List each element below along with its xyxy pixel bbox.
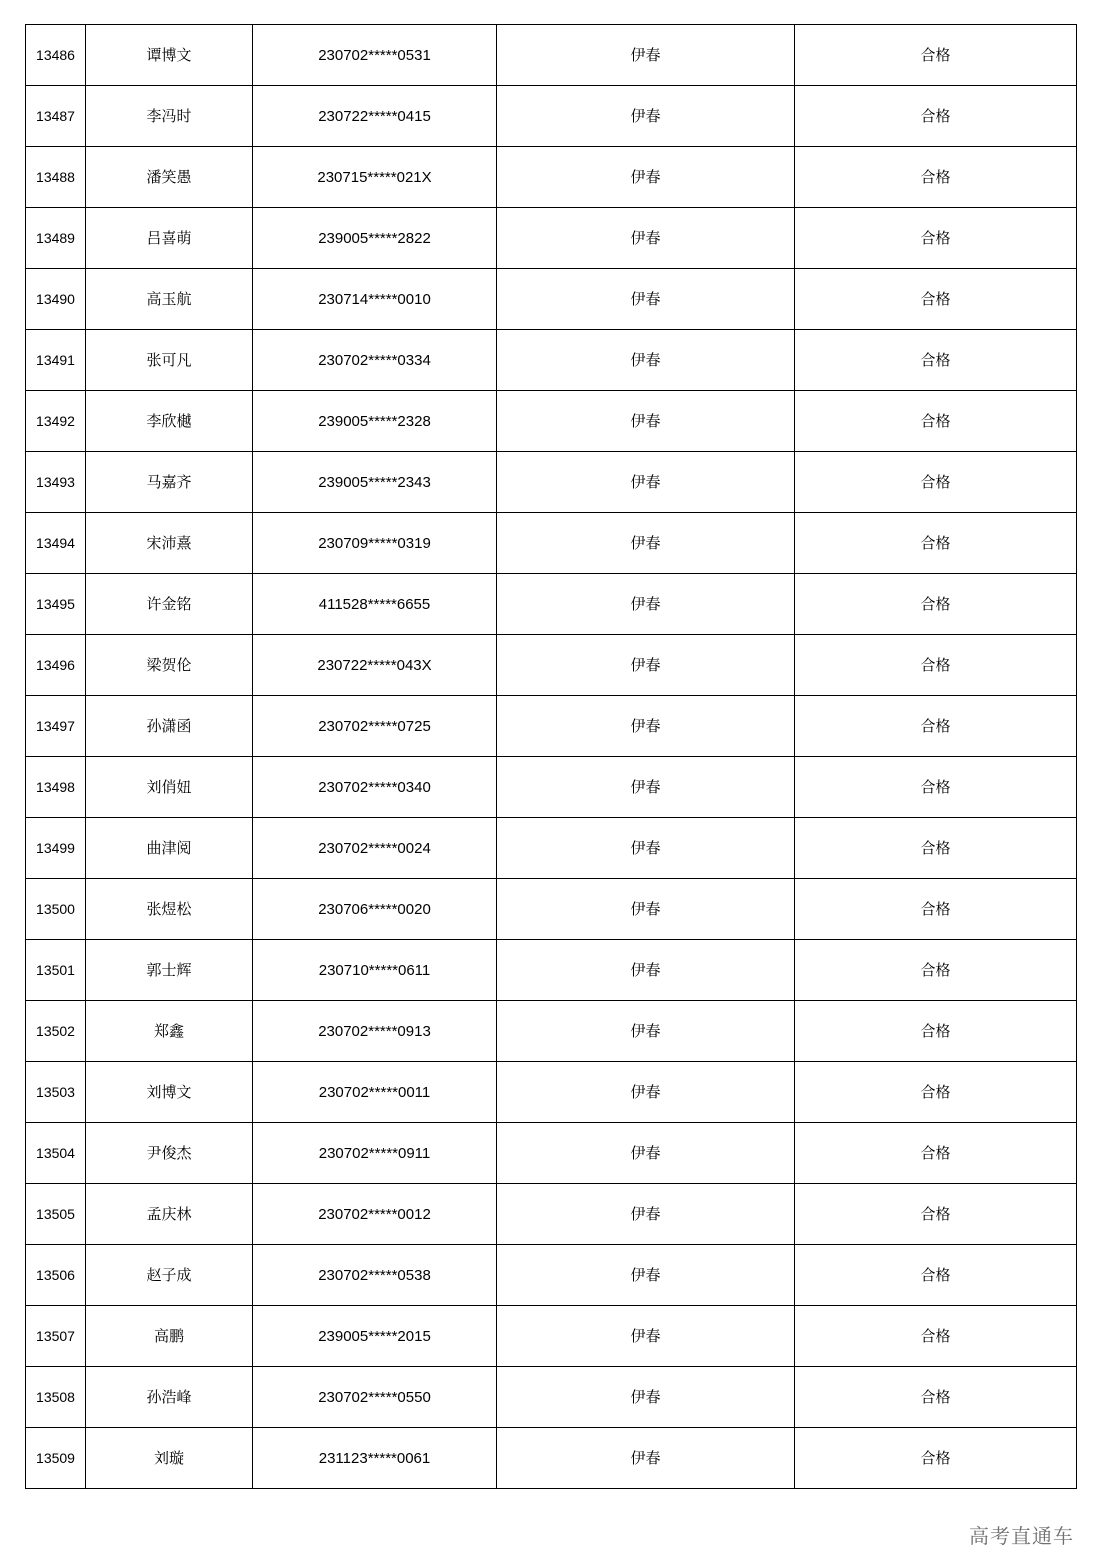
row-city-cell: 伊春 (497, 1123, 795, 1184)
row-id-cell: 230714*****0010 (253, 269, 497, 330)
row-result-cell: 合格 (795, 147, 1077, 208)
row-id-cell: 230702*****0538 (253, 1245, 497, 1306)
row-city-cell: 伊春 (497, 1367, 795, 1428)
row-city-cell: 伊春 (497, 86, 795, 147)
table-row (26, 208, 1077, 269)
row-name-cell: 孟庆林 (86, 1184, 253, 1245)
row-id-cell: 230702*****0913 (253, 1001, 497, 1062)
row-id-cell: 230702*****0340 (253, 757, 497, 818)
row-result-cell: 合格 (795, 391, 1077, 452)
row-city-cell: 伊春 (497, 25, 795, 86)
row-id-cell: 230706*****0020 (253, 879, 497, 940)
row-seq-cell: 13492 (26, 391, 86, 452)
row-result-cell: 合格 (795, 1428, 1077, 1489)
row-result-cell: 合格 (795, 208, 1077, 269)
row-name-cell: 刘博文 (86, 1062, 253, 1123)
row-result-cell: 合格 (795, 1062, 1077, 1123)
row-name-cell: 许金铭 (86, 574, 253, 635)
row-id-cell: 230710*****0611 (253, 940, 497, 1001)
row-name-cell: 高玉航 (86, 269, 253, 330)
row-result-cell: 合格 (795, 330, 1077, 391)
row-seq-cell: 13493 (26, 452, 86, 513)
row-seq-cell: 13494 (26, 513, 86, 574)
row-name-cell: 谭博文 (86, 25, 253, 86)
row-name-cell: 高鹏 (86, 1306, 253, 1367)
row-result-cell: 合格 (795, 269, 1077, 330)
row-result-cell: 合格 (795, 1123, 1077, 1184)
table-row (26, 757, 1077, 818)
row-city-cell: 伊春 (497, 1428, 795, 1489)
row-seq-cell: 13487 (26, 86, 86, 147)
row-id-cell: 230702*****0531 (253, 25, 497, 86)
row-result-cell: 合格 (795, 879, 1077, 940)
row-seq-cell: 13507 (26, 1306, 86, 1367)
row-result-cell: 合格 (795, 818, 1077, 879)
row-name-cell: 刘璇 (86, 1428, 253, 1489)
table-row (26, 1123, 1077, 1184)
row-result-cell: 合格 (795, 25, 1077, 86)
results-table (25, 24, 1077, 1489)
row-city-cell: 伊春 (497, 452, 795, 513)
watermark-text: 高考直通车 (969, 1524, 1074, 1548)
row-id-cell: 230702*****0550 (253, 1367, 497, 1428)
row-name-cell: 张可凡 (86, 330, 253, 391)
row-name-cell: 李欣樾 (86, 391, 253, 452)
row-city-cell: 伊春 (497, 574, 795, 635)
table-row (26, 330, 1077, 391)
row-name-cell: 潘笑愚 (86, 147, 253, 208)
row-id-cell: 230702*****0911 (253, 1123, 497, 1184)
row-name-cell: 梁贺伦 (86, 635, 253, 696)
row-id-cell: 230702*****0024 (253, 818, 497, 879)
row-result-cell: 合格 (795, 757, 1077, 818)
row-city-cell: 伊春 (497, 269, 795, 330)
row-seq-cell: 13498 (26, 757, 86, 818)
row-id-cell: 230722*****043X (253, 635, 497, 696)
row-result-cell: 合格 (795, 574, 1077, 635)
table-row (26, 1306, 1077, 1367)
row-result-cell: 合格 (795, 1245, 1077, 1306)
table-row (26, 1428, 1077, 1489)
row-name-cell: 孙潇函 (86, 696, 253, 757)
table-row (26, 147, 1077, 208)
row-seq-cell: 13490 (26, 269, 86, 330)
row-result-cell: 合格 (795, 1367, 1077, 1428)
row-city-cell: 伊春 (497, 330, 795, 391)
row-city-cell: 伊春 (497, 696, 795, 757)
table-row (26, 513, 1077, 574)
row-city-cell: 伊春 (497, 940, 795, 1001)
row-name-cell: 尹俊杰 (86, 1123, 253, 1184)
row-id-cell: 230702*****0334 (253, 330, 497, 391)
row-seq-cell: 13499 (26, 818, 86, 879)
row-id-cell: 230715*****021X (253, 147, 497, 208)
row-seq-cell: 13501 (26, 940, 86, 1001)
row-name-cell: 宋沛熹 (86, 513, 253, 574)
row-seq-cell: 13486 (26, 25, 86, 86)
row-name-cell: 赵子成 (86, 1245, 253, 1306)
row-result-cell: 合格 (795, 1306, 1077, 1367)
row-id-cell: 239005*****2328 (253, 391, 497, 452)
row-name-cell: 李冯时 (86, 86, 253, 147)
row-name-cell: 张煜松 (86, 879, 253, 940)
row-result-cell: 合格 (795, 86, 1077, 147)
row-seq-cell: 13506 (26, 1245, 86, 1306)
row-id-cell: 411528*****6655 (253, 574, 497, 635)
row-id-cell: 231123*****0061 (253, 1428, 497, 1489)
row-city-cell: 伊春 (497, 1306, 795, 1367)
table-row (26, 940, 1077, 1001)
row-city-cell: 伊春 (497, 818, 795, 879)
row-city-cell: 伊春 (497, 635, 795, 696)
row-id-cell: 230702*****0725 (253, 696, 497, 757)
row-id-cell: 230709*****0319 (253, 513, 497, 574)
row-seq-cell: 13508 (26, 1367, 86, 1428)
row-result-cell: 合格 (795, 635, 1077, 696)
row-city-cell: 伊春 (497, 391, 795, 452)
row-result-cell: 合格 (795, 513, 1077, 574)
row-seq-cell: 13504 (26, 1123, 86, 1184)
row-id-cell: 239005*****2822 (253, 208, 497, 269)
row-id-cell: 239005*****2015 (253, 1306, 497, 1367)
row-seq-cell: 13495 (26, 574, 86, 635)
results-table-body (26, 25, 1077, 1489)
row-name-cell: 曲津阅 (86, 818, 253, 879)
table-row (26, 391, 1077, 452)
roster-sheet (25, 24, 1076, 1489)
row-city-cell: 伊春 (497, 513, 795, 574)
row-city-cell: 伊春 (497, 208, 795, 269)
row-seq-cell: 13503 (26, 1062, 86, 1123)
table-row (26, 574, 1077, 635)
table-row (26, 269, 1077, 330)
row-seq-cell: 13491 (26, 330, 86, 391)
row-seq-cell: 13502 (26, 1001, 86, 1062)
row-name-cell: 刘俏妞 (86, 757, 253, 818)
row-result-cell: 合格 (795, 1184, 1077, 1245)
table-row (26, 1184, 1077, 1245)
table-row (26, 1367, 1077, 1428)
table-row (26, 452, 1077, 513)
row-id-cell: 239005*****2343 (253, 452, 497, 513)
row-name-cell: 郭士辉 (86, 940, 253, 1001)
row-city-cell: 伊春 (497, 147, 795, 208)
row-city-cell: 伊春 (497, 879, 795, 940)
row-city-cell: 伊春 (497, 1001, 795, 1062)
table-row (26, 25, 1077, 86)
row-name-cell: 吕喜萌 (86, 208, 253, 269)
row-seq-cell: 13488 (26, 147, 86, 208)
row-city-cell: 伊春 (497, 757, 795, 818)
row-id-cell: 230722*****0415 (253, 86, 497, 147)
table-row (26, 86, 1077, 147)
row-id-cell: 230702*****0012 (253, 1184, 497, 1245)
row-seq-cell: 13500 (26, 879, 86, 940)
row-result-cell: 合格 (795, 452, 1077, 513)
row-name-cell: 马嘉齐 (86, 452, 253, 513)
row-seq-cell: 13489 (26, 208, 86, 269)
row-result-cell: 合格 (795, 1001, 1077, 1062)
row-name-cell: 郑鑫 (86, 1001, 253, 1062)
row-seq-cell: 13496 (26, 635, 86, 696)
row-seq-cell: 13505 (26, 1184, 86, 1245)
table-row (26, 1245, 1077, 1306)
table-row (26, 1062, 1077, 1123)
table-row (26, 818, 1077, 879)
row-name-cell: 孙浩峰 (86, 1367, 253, 1428)
row-id-cell: 230702*****0011 (253, 1062, 497, 1123)
row-seq-cell: 13497 (26, 696, 86, 757)
table-row (26, 635, 1077, 696)
row-city-cell: 伊春 (497, 1184, 795, 1245)
row-seq-cell: 13509 (26, 1428, 86, 1489)
row-result-cell: 合格 (795, 696, 1077, 757)
row-city-cell: 伊春 (497, 1245, 795, 1306)
row-city-cell: 伊春 (497, 1062, 795, 1123)
table-row (26, 879, 1077, 940)
table-row (26, 696, 1077, 757)
row-result-cell: 合格 (795, 940, 1077, 1001)
table-row (26, 1001, 1077, 1062)
